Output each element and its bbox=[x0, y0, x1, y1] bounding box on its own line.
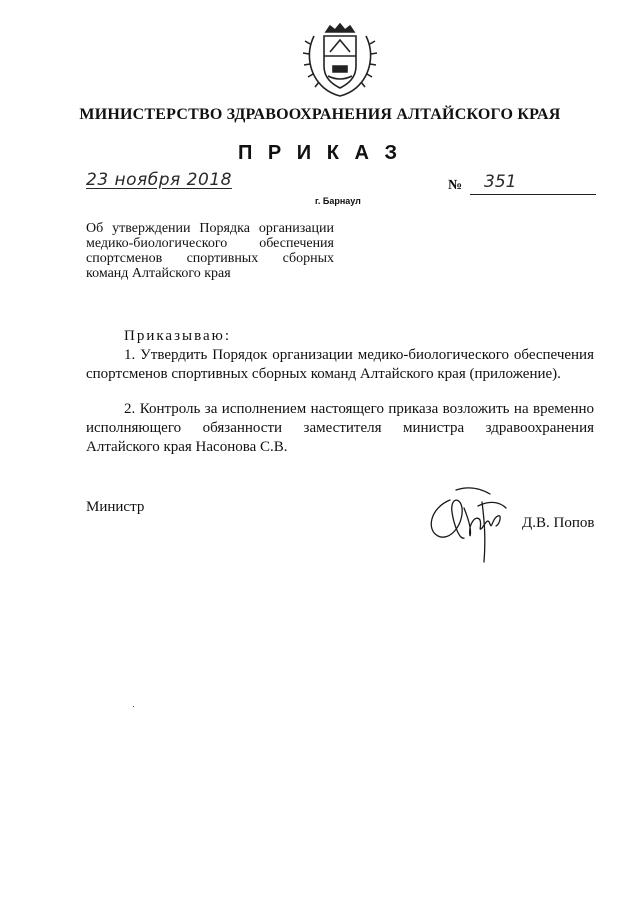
order-number: 351 bbox=[484, 172, 517, 192]
order-number-block bbox=[448, 172, 596, 198]
order-intro: Приказываю: bbox=[124, 328, 231, 344]
order-item-1: 1. Утвердить Порядок организации медико-биологического обеспечения спортсменов спортивных сборных команд Алтайского края (приложение). bbox=[86, 347, 594, 382]
coat-of-arms-emblem-icon bbox=[300, 22, 380, 98]
city-label: г. Барнаул bbox=[315, 196, 361, 206]
order-item-2: 2. Контроль за исполнением настоящего приказа возложить на временно исполняющего обязанности заместителя министра здравоохранения Алтайского края Насонова С.В. bbox=[86, 401, 594, 455]
number-underline bbox=[470, 194, 596, 195]
page-speck bbox=[133, 706, 134, 707]
signatory-name: Д.В. Попов bbox=[522, 515, 595, 531]
order-subject: Об утверждении Порядка организации медико-биологического обеспечения спортсменов спортивных сборных команд Алтайского края bbox=[86, 221, 334, 281]
handwritten-signature-icon bbox=[420, 478, 520, 568]
signatory-title: Министр bbox=[86, 499, 145, 515]
order-date: 23 ноября 2018 bbox=[86, 170, 232, 190]
number-sign: № bbox=[448, 178, 463, 193]
document-type-title: П Р И К А З bbox=[237, 142, 403, 164]
ministry-name: МИНИСТЕРСТВО ЗДРАВООХРАНЕНИЯ АЛТАЙСКОГО КРАЯ bbox=[79, 106, 561, 123]
